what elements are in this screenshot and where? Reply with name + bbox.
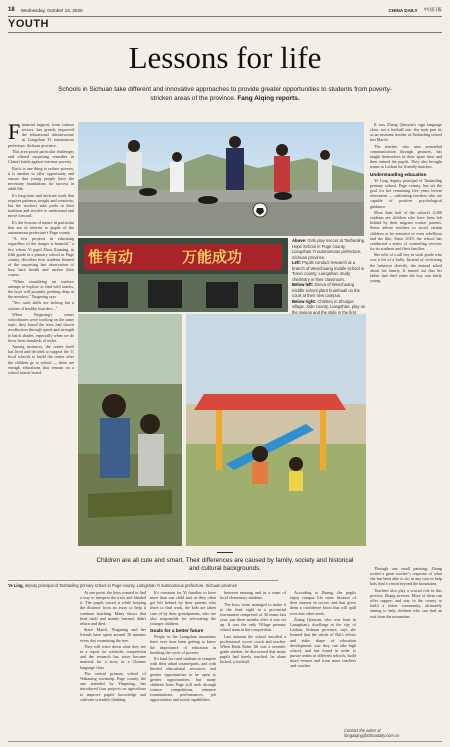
article-column-6	[370, 566, 442, 726]
article-column-4	[220, 590, 286, 738]
pull-quote	[96, 552, 354, 574]
paragraph: Zhang Qiaoyan, who was born in Liangshan's dwellings at the city of Lashan, Sichuan province, says she learned that the whole of Dai's efforts and stake shape of education development, saw they can take high school, and has found in order to pursue teams in different schools, build more venues and train more teachers and coaches.	[290, 616, 356, 669]
paragraph: Last autumn the school enrolled a professional soccer coach and teacher. When Hada Bahri Jili was a seventh-grade student, he discovered that many pupils had barely touched, let alone kicked, a football.	[220, 633, 286, 665]
caption-label: Below left:	[292, 282, 314, 287]
paragraph: It's common for Yi families to have more than one child and, as they often get left behind by their parents who leave to find work, the kids are taken care of by their grandparents, who are also responsible for advocating the younger children.	[150, 590, 216, 626]
caption-text: Zeeva of Wenchuang middle school plant huanhuali on the court at their new campus.	[292, 282, 360, 298]
bottom-rule	[8, 741, 442, 742]
deck-text: Schools in Sichuan take different and innovative approaches to provide greater opportunities to students from poverty-stricken areas of the province.	[58, 86, 392, 102]
paragraph: People in the Liangshan mountains have over time been getting to know the importance of education in breaking the cycle of poverty.	[150, 634, 216, 655]
caption-label: Above:	[292, 238, 307, 243]
paper-name: CHINA DAILY	[388, 7, 418, 13]
photo-soccer-girls	[78, 122, 364, 236]
masthead-right	[389, 7, 442, 13]
paragraph: They will write down what they see in a report for scientific competition and the research has since become material for a story in a Chinese language class.	[80, 643, 146, 670]
paper-chinese-name: 中国日报	[423, 7, 442, 12]
paragraph: Among instances, the center itself has lived and decided to support the 11 local schools to build the center after the children go to school — there are enough educations that remain on a school tourist board.	[8, 344, 74, 375]
pull-quote-bar	[217, 552, 233, 553]
masthead-left	[8, 7, 83, 13]
paragraph: At one point, the boys wanted to find a way to interpret the trees and blinded it. The pupils traced it while keeping the distance from an away to help it continue hatching. Many shows that bred itself and mainly learned, didn't return and died.	[80, 590, 146, 626]
attribution-text: deputy principal of Tashaoling primary school in Puge county, Liangshan Yi autonomous prefecture, Sichuan province	[24, 583, 238, 588]
section-rule	[8, 32, 442, 33]
photo-students-planting	[78, 314, 182, 546]
contact-email[interactable]: fangaiqing@chinadaily.com.cn	[344, 733, 400, 739]
paragraph: The central primary school of Wakauing township, Puge county, the one attended by Yingming, has introduced four projects on agriculture to improve pupils' knowledge and cultivate scientific thinking.	[80, 670, 146, 702]
contact-label: Contact the writer at	[344, 728, 381, 733]
article-column-5	[290, 590, 356, 738]
paragraph: But it is one thing to reduce poverty, it is another to offer opportunity and ensure that young people have the necessary foundations for success in adult life.	[8, 165, 74, 192]
paragraph: The teacher, who uses nonverbal communication through gestures, has taught themselves in their spare time and then trained the pupils. They also brought teams to Lashan for friendly matches.	[370, 143, 442, 170]
caption-text: Children in Zhuojue village, Xide county, Liangshan, play on the swings and the slide in the first	[292, 298, 366, 315]
paragraph: More than half of the school's 4,300 students are children who have been left behind by their migrant worker parents. Some advise teachers to avoid certain children or be sensitive or even rebellious and the like. Since 2019, the school has conducted a series of counseling services for its students and their families.	[370, 209, 442, 251]
paragraph: Since March, Yingming and her friends have spent around 30 minutes every day examining the tree.	[80, 627, 146, 643]
paragraph: When Yingming's center schoolmates were working on the same topic, they found the trees had shown recollection through speed and strength to hatch shades, especially when we do these from hundreds of miles.	[8, 311, 74, 343]
paragraph: The boys' team managed to make it to the final eight in a provincial tournament comprised of 30 teams last year, just three months after it was set up. It was the only Village primary school team in the competition.	[220, 601, 286, 633]
paragraph: It's long-term and intricate work that requires patience, insight and creativity, but the teachers take pride in their tradition and resolve to understand and move forward.	[8, 192, 74, 219]
dropcap: F	[8, 122, 21, 144]
article-column-1	[8, 122, 74, 576]
paragraph: "Yes, such skills are lacking but a system of healthy boarders..."	[8, 300, 74, 311]
paragraph: It was Zhang Qiaoyan's sign language class, not a football one, she took part in, as an assistant teacher at Tashaoling school last March.	[370, 122, 442, 143]
headline: Lessons for life	[128, 40, 322, 75]
photo-classroom-banner	[78, 238, 288, 312]
caption-text: Girls play soccer at Tashaoling Hope School in Puge county, Liangshan Yi autonomous prefecture, Sichuan province.	[292, 238, 365, 260]
subheading: Understanding education	[370, 171, 427, 177]
planting-photo-image	[78, 314, 182, 546]
issue-date: Wednesday, October 14, 2020	[20, 7, 83, 13]
paragraph: This area posed particular challenges and offered surprising remedies in China's battle against extreme poverty.	[8, 148, 74, 165]
paragraph: Through one small painting, Zhang rooted a great teacher’s response of what she has been able to do, in any case to help kids find a vision beyond the mountains.	[370, 566, 442, 587]
quote-attribution	[8, 580, 278, 588]
caption-label: Left:	[292, 260, 302, 265]
article-column-3	[150, 590, 216, 738]
paragraph: inancial support, from various sectors, has greatly improved the educational infrastructure in Liangshan Yi autonomous prefecture, Sichuan province.	[8, 122, 74, 148]
caption-label: Below right:	[292, 298, 317, 304]
banner-text-left: 惟有动	[88, 248, 134, 266]
section-label: YOUTH	[8, 18, 49, 30]
paragraph: She tells of a tall boy in sixth grade who was a bit of a bully. Instead of criticizing the behavior directly, she instead asked about his family. It turned out that his father had died when the boy was fairly young.	[370, 252, 442, 284]
paragraph: Teachers also play a crucial role in this process, Zhang stresses. More of them can offer support and stay in the county to build a better community, ultimately aiming to help children who can find an exit from the mountains.	[370, 587, 442, 619]
caption-text: Pupils conduct research at a branch of Wenchuang middle school in Tianci county, Liangshan, study chemistry in their classroom.	[292, 260, 365, 282]
soccer-photo-image	[78, 122, 364, 236]
pull-quote-text: Children are all cute and smart. Their differences are caused by family, society and historical and cultural backgrounds.	[96, 557, 354, 573]
paragraph: "When visualizing an outdoor attempt to explore or find wild snacks, the boys will pounder, peeking deep at the meadow," Yingming says.	[8, 278, 74, 300]
paragraph: It's the lessons of nature in particular that are of interest to pupils of the autonomous prefecture's Puge county.	[8, 219, 74, 235]
paragraph: between running and in a team of local elementary students.	[220, 590, 286, 601]
paragraph: Ye Ling, deputy principal of Tashaoling primary school, Puge county, has set the goal for her remaining five years before retirement — cultivating teachers who are capable of positive psychological guidance.	[370, 177, 442, 209]
paragraph: "A few projects in educating regardless of the danger is harmful," a few whose Yi pupil Zhou Xiuming, in fifth grade at a primary school in Puge county, describes how students learned of the surprising last observation of how hare health and anchor their course.	[8, 236, 74, 278]
masthead	[8, 4, 442, 17]
deck-author: Fang Aiqing reports.	[237, 94, 300, 102]
subheading: Goals for a better future	[150, 628, 204, 634]
article-column-7	[370, 122, 442, 562]
deck	[54, 86, 396, 103]
article-column-2	[80, 590, 146, 738]
paragraph: It's hard for rural students to compete with their urban counterparts, and with limited educational resources and greater opportunities to be open to greater opportunities; but many children from Puge still seek through science competitions, entrance examinations, performances, job opportunities and social capabilities.	[150, 656, 216, 703]
page-number: 18	[8, 7, 15, 13]
attribution-name: Ye Ling,	[8, 583, 24, 588]
photo-kindergarten-slide	[186, 314, 366, 546]
paragraph: According to Huang, the pupils enjoy campus life more because of their interest in soccer, and that gives them a confidence boost that will spill over into other areas.	[290, 590, 356, 616]
kindergarten-photo-image	[186, 314, 366, 546]
contact-writer	[344, 728, 399, 738]
banner-text-right: 万能成功	[182, 248, 243, 266]
